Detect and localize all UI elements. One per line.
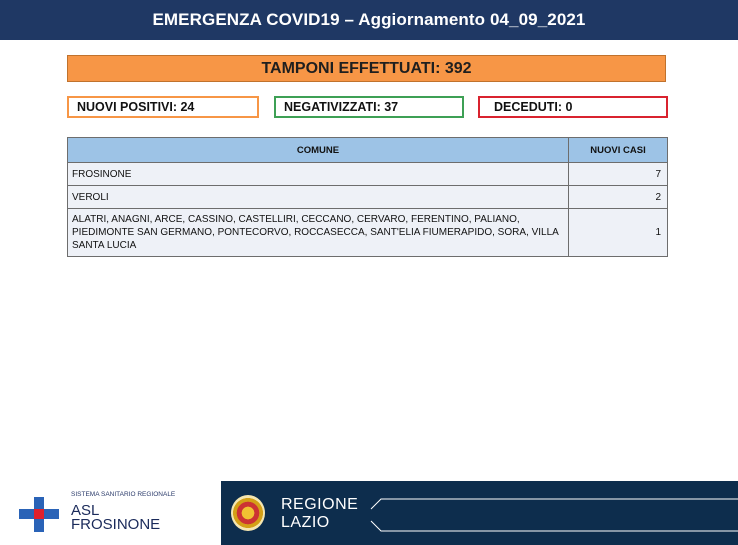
nuovi-positivi-label: NUOVI POSITIVI: 24 [77,100,195,114]
asl-line2: FROSINONE [71,516,161,533]
cell-casi: 1 [569,209,668,257]
asl-line1: ASL [71,502,100,519]
nuovi-positivi-box [67,96,259,118]
tamponi-banner [67,55,666,82]
table-row [68,163,668,186]
header-comune: COMUNE [68,138,569,163]
cross-icon-center [34,509,44,519]
regione-lazio-logo [221,481,738,545]
asl-frosinone-logo [19,488,219,545]
cell-comune: ALATRI, ANAGNI, ARCE, CASSINO, CASTELLIRI, CECCANO, CERVARO, FERENTINO, PALIANO, PIEDIMONTE SAN GERMANO, PONTECORVO, ROCCASECCA, SANT'ELIA FIUMERAPIDO, SORA, VILLA SANTA LUCIA [68,209,569,257]
header-nuovi-casi: NUOVI CASI [569,138,668,163]
tamponi-label: TAMPONI EFFETTUATI: 392 [261,59,472,77]
deceduti-box [478,96,668,118]
cell-casi: 7 [569,163,668,186]
comuni-table [67,137,668,257]
table-header-row [68,138,668,163]
negativizzati-box [274,96,464,118]
page-header [0,0,738,40]
regione-emblem-icon [231,495,265,531]
page-title: EMERGENZA COVID19 – Aggiornamento 04_09_2021 [152,10,586,29]
asl-name [71,504,160,532]
cell-comune: FROSINONE [68,163,569,186]
negativizzati-label: NEGATIVIZZATI: 37 [284,100,399,114]
regione-line2: LAZIO [281,514,330,531]
table-row [68,186,668,209]
deceduti-label: DECEDUTI: 0 [494,100,573,114]
regione-name [281,496,358,532]
cell-comune: VEROLI [68,186,569,209]
asl-subtitle: SISTEMA SANITARIO REGIONALE [71,491,176,498]
cell-casi: 2 [569,186,668,209]
table-row [68,209,668,257]
regione-line1: REGIONE [281,496,359,513]
